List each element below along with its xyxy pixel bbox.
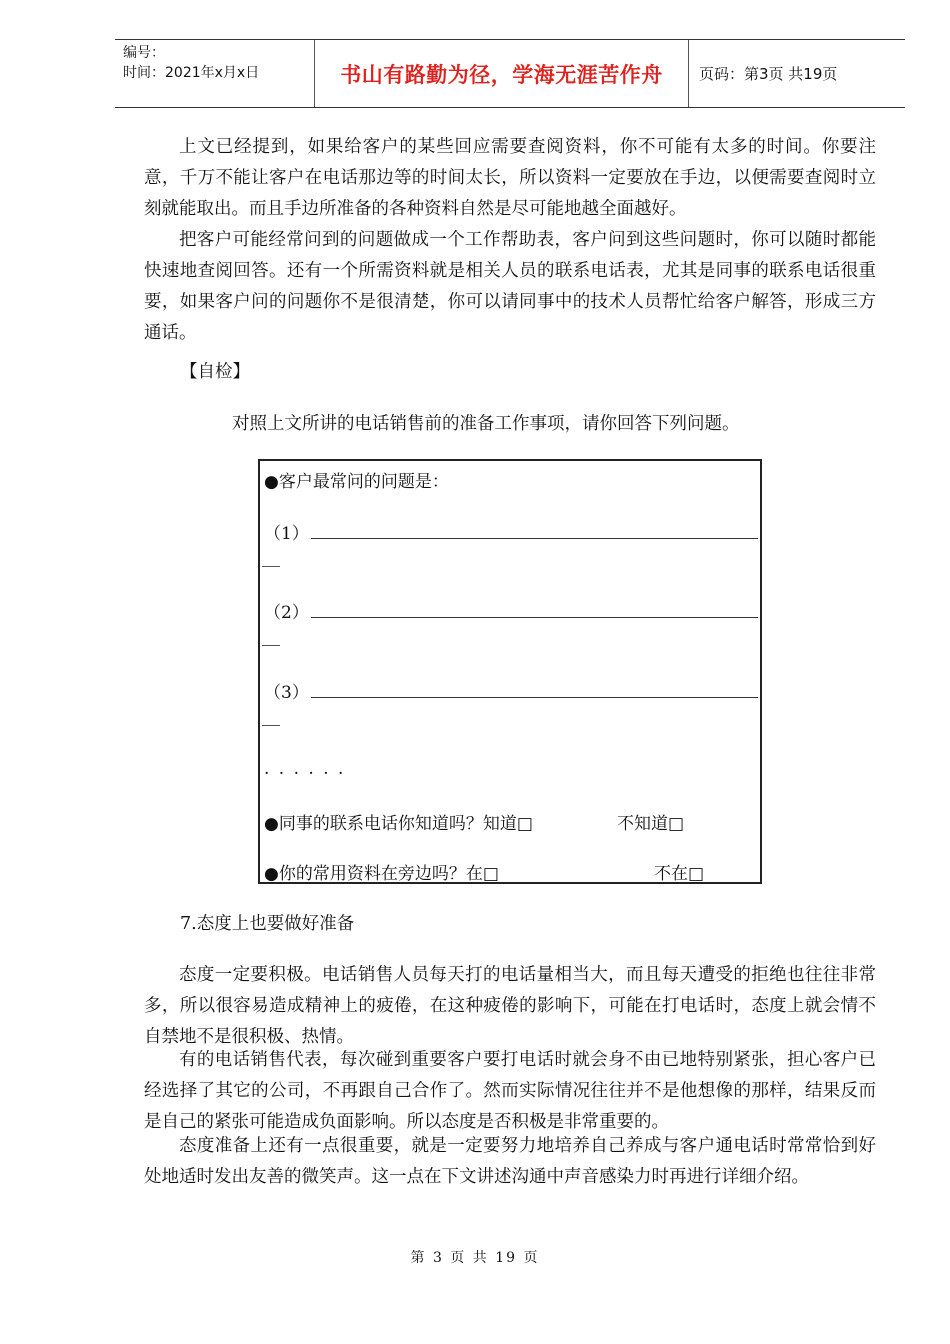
answer-tail-2: [262, 645, 280, 646]
question-common: ●客户最常问的问题是：: [264, 472, 449, 492]
self-check-title: 【自检】: [180, 362, 250, 382]
answer-label-3: （3）: [264, 683, 309, 703]
page-footer: 第 3 页 共 19 页: [410, 1250, 540, 1266]
answer-blank-1[interactable]: [311, 520, 758, 539]
answer-line-1[interactable]: [264, 519, 758, 544]
answer-line-2[interactable]: [264, 598, 758, 623]
time-label: 时间：2021年x月x日: [123, 65, 260, 81]
answer-line-3[interactable]: [264, 678, 758, 703]
answer-label-1: （1）: [264, 524, 309, 544]
answer-blank-3[interactable]: [311, 679, 758, 698]
section-7-title: 7.态度上也要做好准备: [180, 914, 355, 934]
page-header: [115, 39, 905, 108]
number-label: 编号：: [123, 45, 165, 61]
question-materials: ●你的常用资料在旁边吗？在□: [264, 864, 499, 884]
header-meta: [115, 40, 315, 107]
answer-blank-2[interactable]: [311, 599, 758, 618]
self-check-box: [258, 459, 762, 884]
section-7-paragraph-2: 有的电话销售代表，每次碰到重要客户要打电话时就会身不由已地特别紧张，担心客户已经选择了其它的公司，不再跟自己合作了。然而实际情况往往并不是他想像的那样，结果反而是自己的紧张可能造成负面影响。所以态度是否积极是非常重要的。: [144, 1050, 876, 1132]
question-colleague-phone: ●同事的联系电话你知道吗？知道□: [264, 814, 533, 834]
answer-tail-1: [262, 566, 280, 567]
header-motto: [315, 40, 689, 107]
section-7-paragraph-3: 态度准备上还有一点很重要，就是一定要努力地培养自己养成与客户通电话时常常恰到好处地适时发出友善的微笑声。这一点在下文讲述沟通中声音感染力时再进行详细介绍。: [144, 1136, 876, 1187]
self-check-instruction: 对照上文所讲的电话销售前的准备工作事项，请你回答下列问题。: [232, 414, 740, 434]
page-label: 页码：第3页 共19页: [699, 65, 838, 83]
section-7-paragraph-1: 态度一定要积极。电话销售人员每天打的电话量相当大，而且每天遭受的拒绝也往往非常多，所以很容易造成精神上的疲倦，在这种疲倦的影响下，可能在打电话时，态度上就会情不自禁地不是很积极、热情。: [144, 965, 876, 1047]
paragraph-1: 上文已经提到，如果给客户的某些回应需要查阅资料，你不可能有太多的时间。你要注意，千万不能让客户在电话那边等的时间太长，所以资料一定要放在手边，以便需要查阅时立刻就能取出。而且手边所准备的各种资料自然是尽可能地越全面越好。: [144, 137, 876, 219]
option-dont-know[interactable]: 不知道□: [617, 814, 685, 834]
option-not-present[interactable]: 不在□: [654, 864, 705, 884]
answer-tail-3: [262, 725, 280, 726]
ellipsis: . . . . . .: [264, 759, 346, 779]
header-page: [689, 40, 905, 107]
paragraph-2: 把客户可能经常问到的问题做成一个工作帮助表，客户问到这些问题时，你可以随时都能快速地查阅回答。还有一个所需资料就是相关人员的联系电话表，尤其是同事的联系电话很重要，如果客户问的问题你不是很清楚，你可以请同事中的技术人员帮忙给客户解答，形成三方通话。: [144, 230, 876, 343]
answer-label-2: （2）: [264, 603, 309, 623]
motto-text: 书山有路勤为径，学海无涯苦作舟: [340, 62, 663, 87]
